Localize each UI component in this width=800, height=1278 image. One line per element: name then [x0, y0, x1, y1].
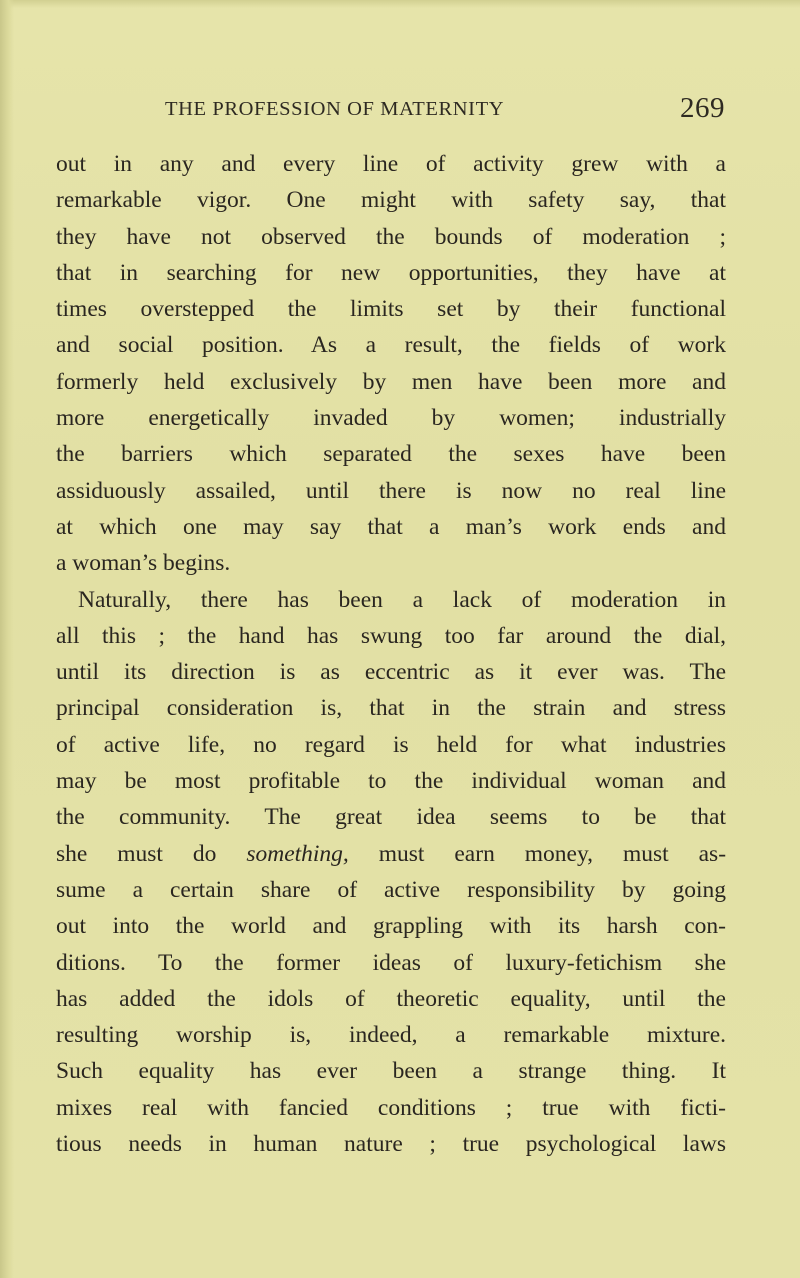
text-fragment: she must do: [56, 840, 217, 867]
text-line: until its direction is as eccentric as it ever was. The: [56, 659, 726, 686]
italic-word: something,: [246, 840, 349, 867]
text-line: mixes real with fancied conditions ; true with ficti-: [56, 1094, 726, 1121]
text-line: the community. The great idea seems to be that: [56, 804, 726, 831]
text-line: and social position. As a result, the fields of work: [56, 332, 726, 359]
running-title: THE PROFESSION OF MATERNITY: [165, 98, 505, 120]
paragraph-start-line: Naturally, there has been a lack of moderation in: [78, 586, 726, 613]
text-line: more energetically invaded by women; industrially: [56, 405, 726, 432]
text-line: times overstepped the limits set by their functional: [56, 296, 726, 323]
text-line: formerly held exclusively by men have been more and: [56, 368, 726, 395]
text-line: may be most profitable to the individual woman and: [56, 768, 726, 795]
running-head: [165, 92, 725, 132]
text-line: all this ; the hand has swung too far around the dial,: [56, 622, 726, 649]
text-line: remarkable vigor. One might with safety say, that: [56, 187, 726, 214]
text-line: has added the idols of theoretic equality, until the: [56, 985, 726, 1012]
text-line: out into the world and grappling with its harsh con-: [56, 913, 726, 940]
text-line: the barriers which separated the sexes have been: [56, 441, 726, 468]
text-line: at which one may say that a man’s work ends and: [56, 513, 726, 540]
text-line: that in searching for new opportunities, they have at: [56, 259, 726, 286]
text-line: ditions. To the former ideas of luxury-fetichism she: [56, 949, 726, 976]
text-line: Such equality has ever been a strange thing. It: [56, 1058, 726, 1085]
text-line-with-italic: [56, 836, 726, 872]
text-fragment: must earn money, must as-: [378, 840, 727, 867]
text-line: out in any and every line of activity grew with a: [56, 151, 726, 177]
page-left-edge: [0, 0, 14, 1278]
text-line: assiduously assailed, until there is now no real line: [56, 477, 726, 504]
page-top-edge: [0, 0, 800, 8]
text-line: they have not observed the bounds of moderation ;: [56, 223, 726, 250]
text-line: tious needs in human nature ; true psychological laws: [56, 1131, 726, 1158]
page-number: 269: [680, 92, 725, 124]
text-line: sume a certain share of active responsibility by going: [56, 876, 726, 903]
text-line: principal consideration is, that in the strain and stress: [56, 695, 726, 722]
text-line: of active life, no regard is held for what industries: [56, 731, 726, 758]
paragraph-end-line: a woman’s begins.: [56, 550, 231, 577]
text-line: resulting worship is, indeed, a remarkable mixture.: [56, 1022, 726, 1049]
body-text: [56, 146, 726, 1162]
